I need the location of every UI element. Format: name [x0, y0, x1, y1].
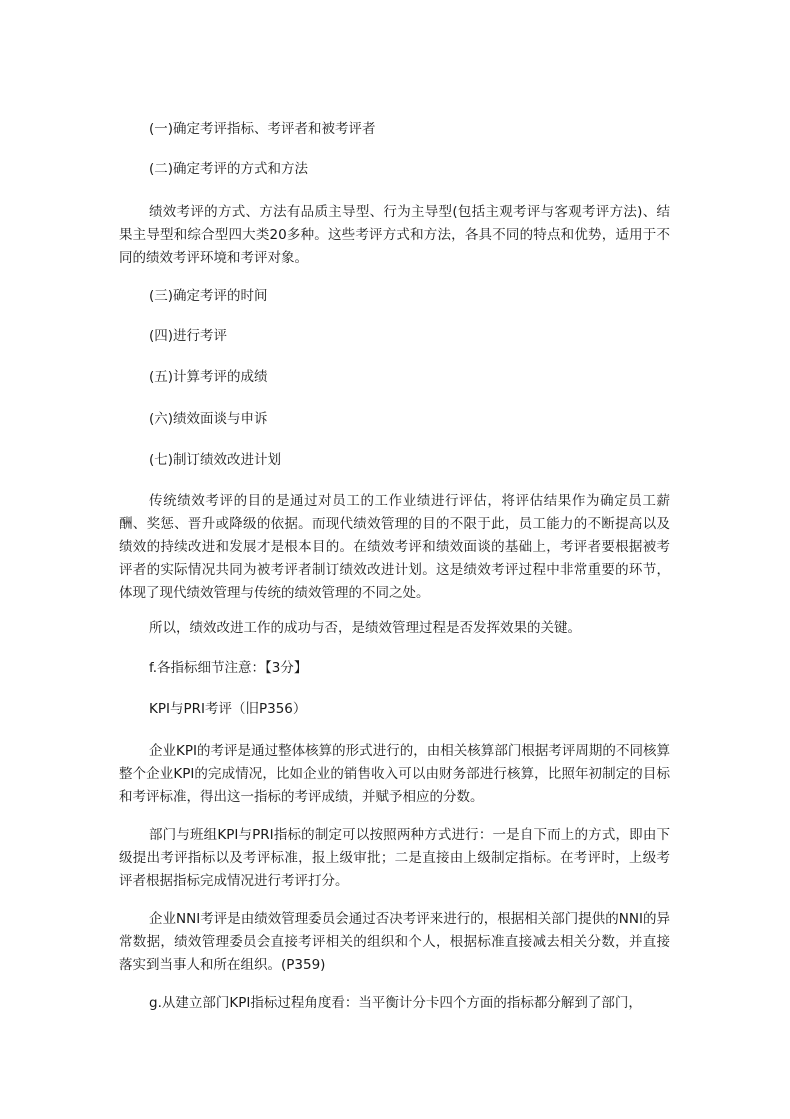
paragraph-methods: 绩效考评的方式、方法有品质主导型、行为主导型(包括主观考评与客观考评方法)、结果主导型和综合型四大类20多种。这些考评方式和方法，各具不同的特点和优势，适用于不同的绩效考评环境和考评对象。 — [119, 204, 670, 266]
note-f: f.各指标细节注意：【3分】 — [149, 660, 308, 676]
paragraph-kpi-department: 部门与班组KPI与PRI指标的制定可以按照两种方式进行：一是自下而上的方式，即由下级提出考评指标以及考评标准，报上级审批；二是直接由上级制定指标。在考评时，上级考评者根据指标完成情况进行考评打分。 — [119, 827, 670, 889]
heading-4: (四)进行考评 — [149, 328, 228, 344]
heading-7: (七)制订绩效改进计划 — [149, 452, 282, 468]
heading-5: (五)计算考评的成绩 — [149, 369, 268, 385]
heading-6: (六)绩效面谈与申诉 — [149, 411, 268, 427]
paragraph-purpose: 传统绩效考评的目的是通过对员工的工作业绩进行评估，将评估结果作为确定员工薪酬、奖惩、晋升或降级的依据。而现代绩效管理的目的不限于此，员工能力的不断提高以及绩效的持续改进和发展才是根本目的。在绩效考评和绩效面谈的基础上，考评者要根据被考评者的实际情况共同为被考评者制订绩效改进计划。这是绩效考评过程中非常重要的环节，体现了现代绩效管理与传统的绩效管理的不同之处。 — [119, 493, 670, 601]
heading-2: (二)确定考评的方式和方法 — [149, 161, 309, 177]
paragraph-kpi-enterprise: 企业KPI的考评是通过整体核算的形式进行的，由相关核算部门根据考评周期的不同核算整个企业KPI的完成情况，比如企业的销售收入可以由财务部进行核算，比照年初制定的目标和考评标准，得出这一指标的考评成绩，并赋予相应的分数。 — [119, 743, 670, 805]
heading-1: (一)确定考评指标、考评者和被考评者 — [149, 121, 376, 137]
paragraph-conclusion: 所以，绩效改进工作的成功与否，是绩效管理过程是否发挥效果的关键。 — [149, 620, 581, 636]
heading-3: (三)确定考评的时间 — [149, 288, 268, 304]
paragraph-nni: 企业NNI考评是由绩效管理委员会通过否决考评来进行的，根据相关部门提供的NNI的异常数据，绩效管理委员会直接考评相关的组织和个人，根据标准直接减去相关分数，并直接落实到当事人和所在组织。(P359) — [119, 911, 670, 973]
kpi-pri-heading: KPI与PRI考评（旧P356） — [149, 701, 307, 717]
note-g: g.从建立部门KPI指标过程角度看：当平衡计分卡四个方面的指标都分解到了部门， — [149, 995, 642, 1011]
